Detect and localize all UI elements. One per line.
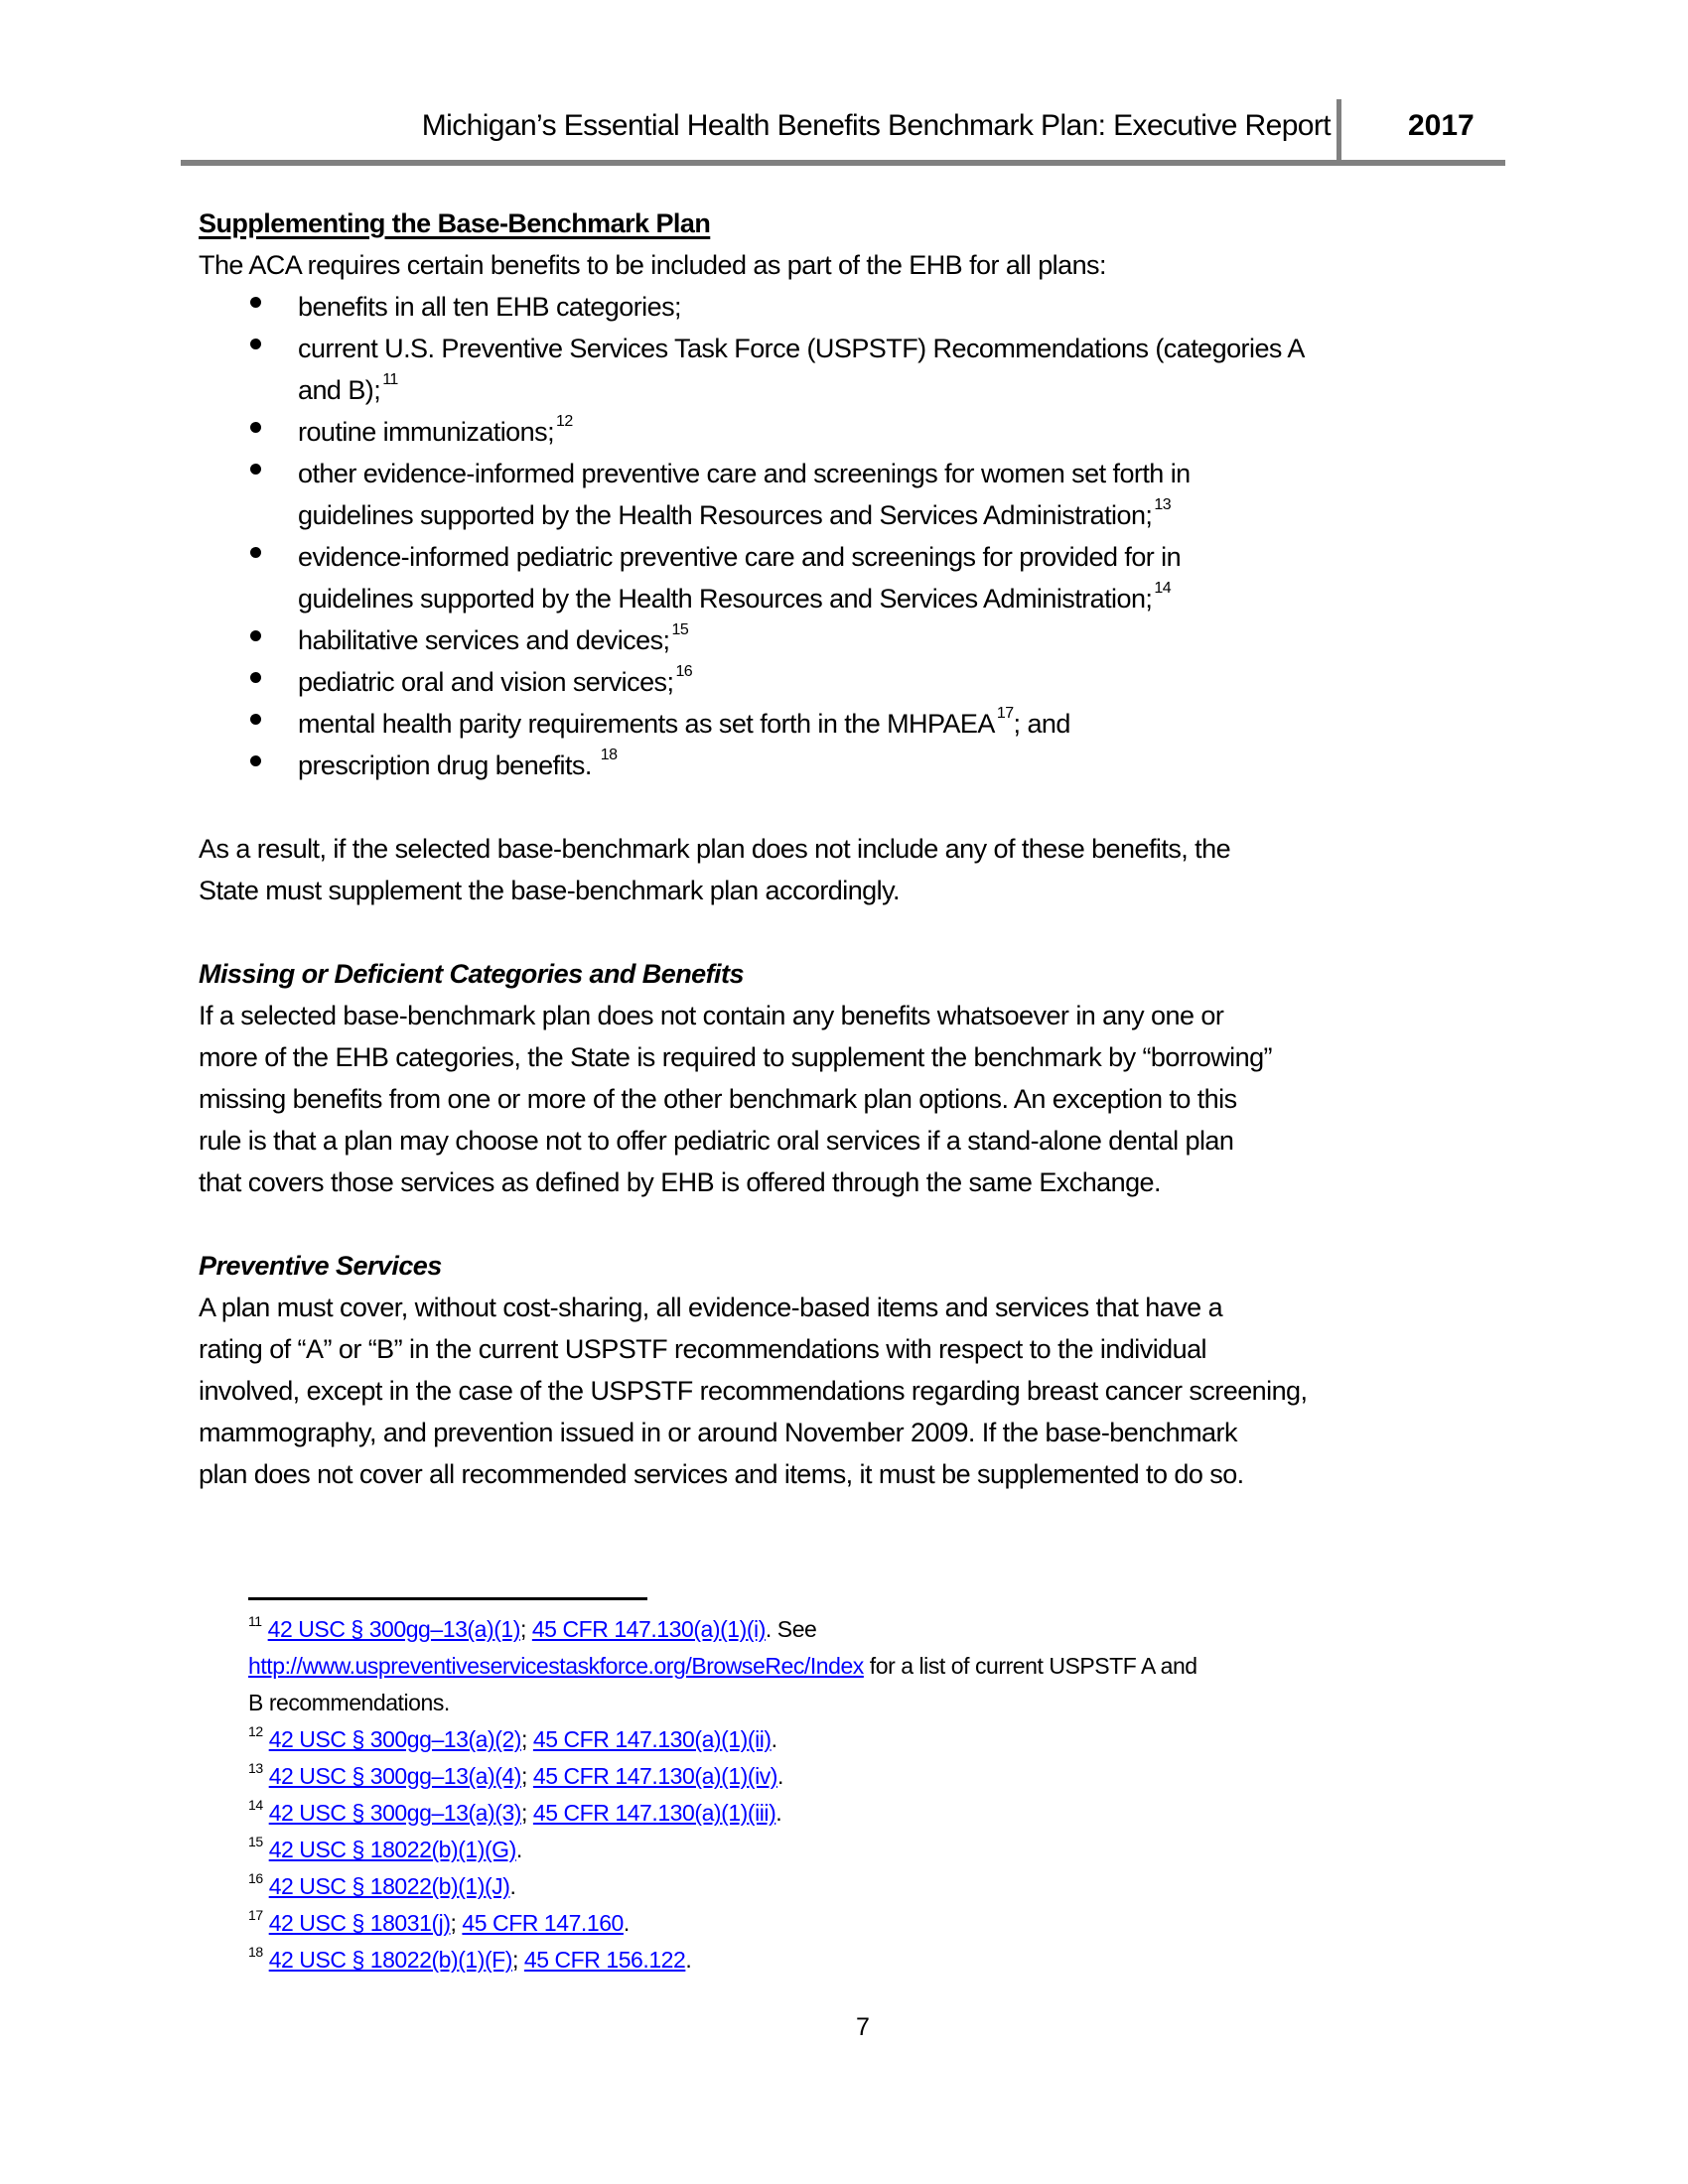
footnote-ref[interactable]: 11 — [382, 371, 398, 388]
list-item: pediatric oral and vision services; $^{16}$ — [298, 663, 693, 697]
footnote-ref[interactable]: 18 — [600, 747, 618, 763]
paragraph-line: involved, except in the case of the USPSTF recommendations regarding breast cancer screening, — [199, 1376, 1308, 1406]
bullet-icon — [250, 339, 261, 349]
footnote-ref[interactable]: 12 — [556, 413, 573, 430]
footnote-17: $^{17}$ 42 USC § 18031(j); 45 CFR 147.160. — [248, 1907, 630, 1936]
header-rule — [181, 160, 1505, 166]
citation-link[interactable]: 42 USC § 18022(b)(1)(J) — [268, 1873, 510, 1899]
footnote-11-url-line: http://www.uspreventiveservicestaskforce.org/BrowseRec/Index for a list of current USPSTF A and — [248, 1653, 1197, 1679]
paragraph-line: missing benefits from one or more of the other benchmark plan options. An exception to this — [199, 1084, 1237, 1114]
footnote-12: $^{12}$ 42 USC § 300gg–13(a)(2); 45 CFR 147.130(a)(1)(ii). — [248, 1723, 777, 1752]
running-header-year: 2017 — [1408, 109, 1475, 142]
paragraph-line: that covers those services as defined by EHB is offered through the same Exchange. — [199, 1167, 1161, 1197]
paragraph-line: State must supplement the base-benchmark plan accordingly. — [199, 876, 900, 905]
footnote-16: $^{16}$ 42 USC § 18022(b)(1)(J). — [248, 1870, 516, 1899]
citation-link[interactable]: 45 CFR 147.130(a)(1)(iv) — [532, 1763, 778, 1789]
citation-link[interactable]: 42 USC § 300gg–13(a)(4) — [268, 1763, 521, 1789]
footnote-13: $^{13}$ 42 USC § 300gg–13(a)(4); 45 CFR 147.130(a)(1)(iv). — [248, 1760, 783, 1789]
bullet-icon — [250, 464, 261, 475]
header-divider-vertical — [1336, 99, 1341, 165]
page-number: 7 — [856, 2013, 870, 2041]
paragraph-line: more of the EHB categories, the State is required to supplement the benchmark by “borrowing” — [199, 1042, 1272, 1072]
footnote-18: $^{18}$ 42 USC § 18022(b)(1)(F); 45 CFR 156.122. — [248, 1944, 692, 1973]
citation-link[interactable]: 42 USC § 18031(j) — [268, 1910, 451, 1936]
footnote-ref[interactable]: 17 — [996, 705, 1014, 722]
paragraph-line: As a result, if the selected base-benchmark plan does not include any of these benefits, the — [199, 834, 1231, 864]
footnote-ref[interactable]: 14 — [1154, 580, 1172, 597]
section-heading-missing-deficient: Missing or Deficient Categories and Benefits — [199, 959, 744, 989]
section-heading-preventive-services: Preventive Services — [199, 1251, 442, 1281]
paragraph-line: plan does not cover all recommended services and items, it must be supplemented to do so. — [199, 1459, 1244, 1489]
bullet-icon — [250, 297, 261, 308]
list-item: evidence-informed pediatric preventive care and screenings for provided for in — [298, 542, 1182, 572]
citation-link[interactable]: 42 USC § 300gg–13(a)(2) — [268, 1726, 521, 1752]
footnote-15: $^{15}$ 42 USC § 18022(b)(1)(G). — [248, 1834, 522, 1862]
bullet-icon — [250, 672, 261, 683]
citation-link[interactable]: 42 USC § 18022(b)(1)(F) — [268, 1947, 512, 1973]
footnote-14: $^{14}$ 42 USC § 300gg–13(a)(3); 45 CFR 147.130(a)(1)(iii). — [248, 1797, 782, 1826]
footnote-ref[interactable]: 16 — [675, 663, 693, 680]
footnote-11: $^{11}$ 42 USC § 300gg–13(a)(1); 45 CFR 147.130(a)(1)(i). See — [248, 1613, 817, 1642]
footnote-separator — [248, 1597, 647, 1600]
footnote-ref[interactable]: 15 — [671, 621, 689, 638]
list-item: habilitative services and devices; $^{15}$ — [298, 621, 689, 655]
citation-link[interactable]: 45 CFR 147.160 — [462, 1910, 624, 1936]
paragraph-line: A plan must cover, without cost-sharing, all evidence-based items and services that have a — [199, 1293, 1223, 1322]
list-item-continuation: guidelines supported by the Health Resources and Services Administration; $^{13}$ — [298, 496, 1172, 530]
paragraph-line: rule is that a plan may choose not to offer pediatric oral services if a stand-alone dental plan — [199, 1126, 1234, 1156]
bullet-icon — [250, 630, 261, 641]
bullet-icon — [250, 755, 261, 766]
paragraph-line: If a selected base-benchmark plan does not contain any benefits whatsoever in any one or — [199, 1001, 1224, 1030]
intro-paragraph: The ACA requires certain benefits to be included as part of the EHB for all plans: — [199, 250, 1106, 280]
bullet-icon — [250, 714, 261, 725]
running-header-title: Michigan’s Essential Health Benefits Benchmark Plan: Executive Report — [421, 109, 1331, 142]
list-item: routine immunizations; $^{12}$ — [298, 413, 573, 447]
citation-link[interactable]: 45 CFR 156.122 — [523, 1947, 686, 1973]
citation-link[interactable]: 42 USC § 18022(b)(1)(G) — [268, 1837, 516, 1862]
list-item-continuation: and B); $^{11}$ — [298, 371, 398, 405]
list-item: prescription drug benefits. $^{18}$ — [298, 747, 618, 780]
bullet-icon — [250, 422, 261, 433]
paragraph-line: mammography, and prevention issued in or around November 2009. If the base-benchmark — [199, 1418, 1237, 1447]
section-heading-supplementing: Supplementing the Base-Benchmark Plan — [199, 208, 711, 238]
bullet-icon — [250, 547, 261, 558]
list-item: mental health parity requirements as set forth in the MHPAEA $^{17}$; and — [298, 705, 1070, 739]
list-item: current U.S. Preventive Services Task Force (USPSTF) Recommendations (categories A — [298, 334, 1305, 363]
footnote-ref[interactable]: 13 — [1154, 496, 1172, 513]
citation-link[interactable]: 42 USC § 300gg–13(a)(1) — [267, 1616, 520, 1642]
list-item-continuation: guidelines supported by the Health Resources and Services Administration; $^{14}$ — [298, 580, 1172, 614]
citation-link[interactable]: 45 CFR 147.130(a)(1)(i) — [531, 1616, 766, 1642]
list-item: benefits in all ten EHB categories; — [298, 292, 681, 322]
list-item: other evidence-informed preventive care and screenings for women set forth in — [298, 459, 1191, 488]
footnote-11-line3: B recommendations. — [248, 1690, 450, 1715]
citation-link[interactable]: 45 CFR 147.130(a)(1)(iii) — [532, 1800, 776, 1826]
citation-link[interactable]: 42 USC § 300gg–13(a)(3) — [268, 1800, 521, 1826]
paragraph-line: rating of “A” or “B” in the current USPSTF recommendations with respect to the individual — [199, 1334, 1206, 1364]
uspstf-url-link[interactable]: http://www.uspreventiveservicestaskforce.org/BrowseRec/Index — [248, 1653, 864, 1679]
citation-link[interactable]: 45 CFR 147.130(a)(1)(ii) — [532, 1726, 772, 1752]
